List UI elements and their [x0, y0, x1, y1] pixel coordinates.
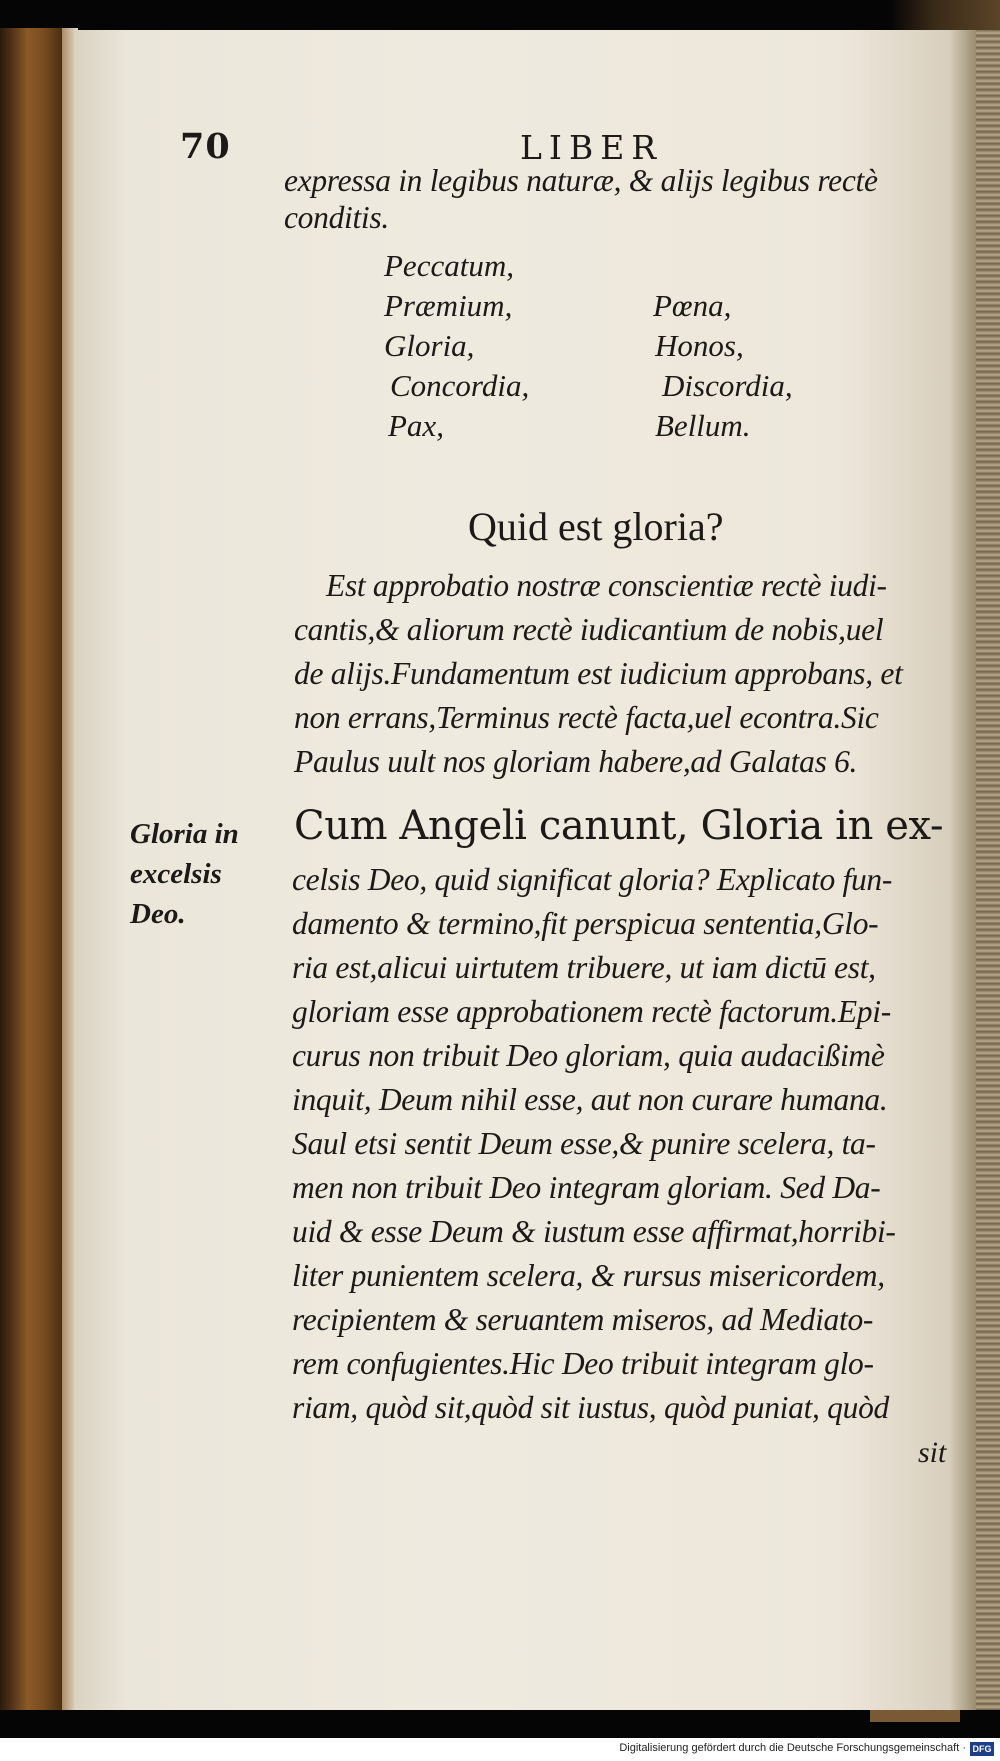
paragraph-line: men non tribuit Deo integram gloriam. Sed Da-: [292, 1170, 881, 1205]
paragraph-line: Est approbatio nostræ conscientiæ rectè iudi-: [326, 568, 887, 603]
running-header: LIBER: [520, 128, 664, 167]
page-stack-edge: [976, 30, 1000, 1710]
text-line: conditis.: [284, 200, 389, 235]
paragraph-line: celsis Deo, quid significat gloria? Explicato fun-: [292, 862, 893, 897]
list-item-left: Præmium,: [384, 288, 513, 323]
paragraph-line: Saul etsi sentit Deum esse,& punire scelera, ta-: [292, 1126, 876, 1161]
list-item-right: Pœna,: [653, 288, 732, 323]
list-item-right: Honos,: [655, 328, 744, 363]
margin-note-line: Deo.: [130, 898, 186, 930]
footer-credit: Digitalisierung gefördert durch die Deutsche Forschungsgemeinschaft ·: [619, 1742, 966, 1754]
paragraph-line: non errans,Terminus rectè facta,uel econtra.Sic: [294, 700, 879, 735]
section-heading: Quid est gloria?: [468, 504, 724, 549]
paragraph-line: ria est,alicui uirtutem tribuere, ut iam dictū est,: [292, 950, 876, 985]
dfg-logo: DFG: [970, 1742, 994, 1756]
paragraph-line: cantis,& aliorum rectè iudicantium de nobis,uel: [294, 612, 884, 647]
paragraph-first-line: Cum Angeli canunt, Gloria in ex-: [294, 803, 944, 849]
page-number: 70: [180, 126, 231, 167]
paragraph-line: de alijs.Fundamentum est iudicium approbans, et: [294, 656, 903, 691]
paragraph-line: uid & esse Deum & iustum esse affirmat,horribi-: [292, 1214, 896, 1249]
paragraph-line: Paulus uult nos gloriam habere,ad Galatas 6.: [294, 744, 858, 779]
margin-note-line: excelsis: [130, 858, 222, 890]
list-item-left: Gloria,: [384, 328, 475, 363]
list-item-left: Peccatum,: [384, 248, 514, 283]
margin-note-line: Gloria in: [130, 818, 239, 850]
torn-corner: [890, 0, 1000, 32]
paragraph-line: riam, quòd sit,quòd sit iustus, quòd puniat, quòd: [292, 1390, 889, 1425]
paragraph-line: curus non tribuit Deo gloriam, quia audacißimè: [292, 1038, 885, 1073]
scan-top-border: [0, 0, 1000, 32]
paragraph-line: gloriam esse approbationem rectè factorum.Epi-: [292, 994, 891, 1029]
text-line: expressa in legibus naturæ, & alijs legibus rectè: [284, 163, 878, 198]
torn-corner: [870, 1710, 960, 1722]
digitization-footer: [0, 1738, 1000, 1761]
list-item-right: Discordia,: [662, 368, 793, 403]
book-spine: [0, 28, 78, 1718]
paragraph-line: liter punientem scelera, & rursus misericordem,: [292, 1258, 885, 1293]
list-item-right: Bellum.: [655, 408, 751, 443]
list-item-left: Concordia,: [390, 368, 530, 403]
scan-bottom-border: [0, 1710, 1000, 1738]
paragraph-line: inquit, Deum nihil esse, aut non curare humana.: [292, 1082, 888, 1117]
catchword: sit: [918, 1436, 947, 1469]
paragraph-line: damento & termino,fit perspicua sententia,Glo-: [292, 906, 879, 941]
list-item-left: Pax,: [388, 408, 444, 443]
paragraph-line: rem confugientes.Hic Deo tribuit integram glo-: [292, 1346, 874, 1381]
paragraph-line: recipientem & seruantem miseros, ad Mediato-: [292, 1302, 874, 1337]
